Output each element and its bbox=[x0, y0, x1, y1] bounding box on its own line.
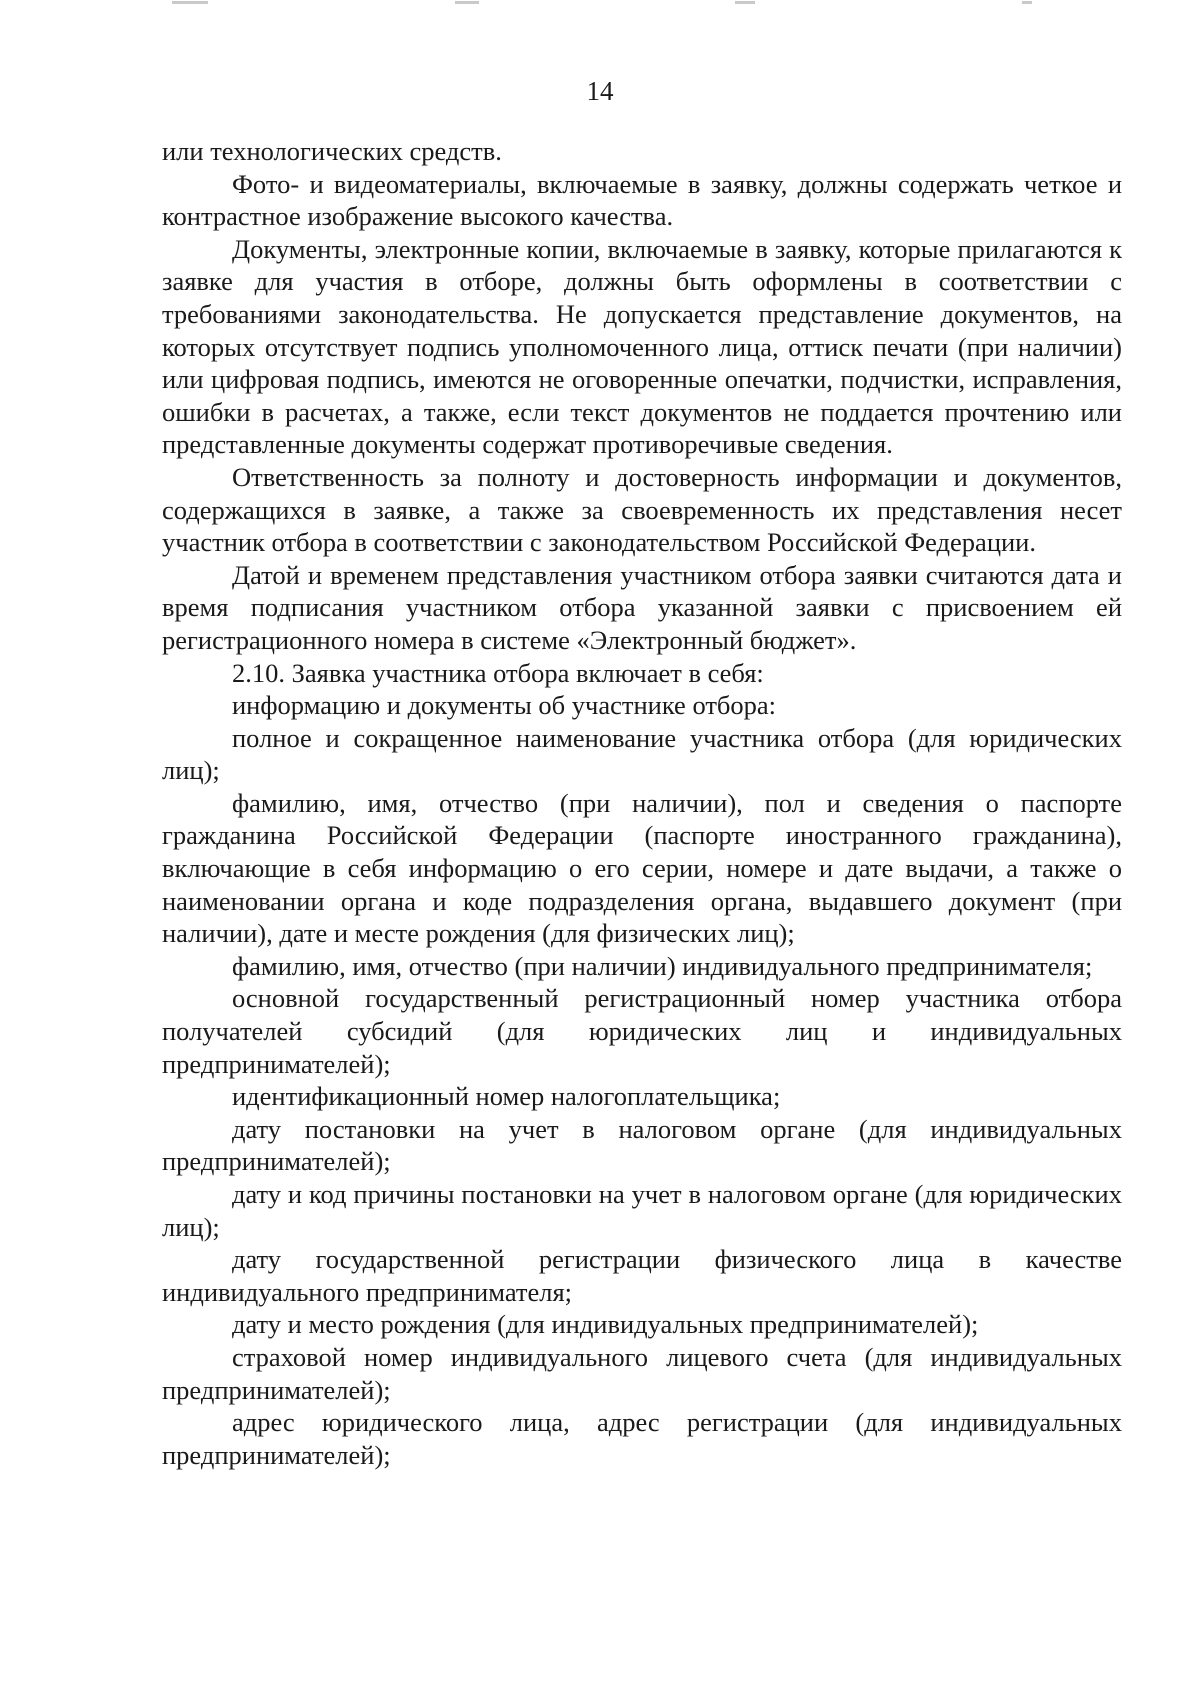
list-item: фамилию, имя, отчество (при наличии), пол и сведения о паспорте гражданина Российской Федерации (паспорте иностранного гражданина), включающие в себя информацию о его серии, номере и дате выдачи, а также о наименовании органа и коде подразделения органа, выдавшего документ (при наличии), дате и месте рождения (для физических лиц); bbox=[162, 787, 1122, 949]
paragraph: Ответственность за полноту и достоверность информации и документов, содержащихся в заявке, а также за своевременность их представления несет участник отбора в соответствии с законодательством Российской Федерации. bbox=[162, 461, 1122, 558]
list-item: основной государственный регистрационный номер участника отбора получателей субсидий (для юридических лиц и индивидуальных предпринимателей); bbox=[162, 983, 1122, 1079]
list-item: дату государственной регистрации физического лица в качестве индивидуального предпринимателя; bbox=[162, 1244, 1122, 1307]
list-item: дату и место рождения (для индивидуальных предпринимателей); bbox=[232, 1309, 979, 1340]
scan-edge-marks bbox=[0, 0, 1200, 8]
list-item: дату постановки на учет в налоговом органе (для индивидуальных предпринимателей); bbox=[162, 1113, 1122, 1177]
paragraph: 2.10. Заявка участника отбора включает в себя: bbox=[232, 657, 764, 688]
page-number: 14 bbox=[586, 76, 614, 106]
paragraph: информацию и документы об участнике отбора: bbox=[232, 690, 777, 721]
list-item: фамилию, имя, отчество (при наличии) индивидуального предпринимателя; bbox=[232, 950, 1093, 981]
paragraph: или технологических средств. bbox=[162, 136, 502, 166]
document-body bbox=[162, 135, 1122, 1471]
paragraph: Документы, электронные копии, включаемые в заявку, которые прилагаются к заявке для участия в отборе, должны быть оформлены в соответствии с требованиями законодательства. Не допускается представление документов, на которых отсутствует подпись уполномоченного лица, оттиск печати (при наличии) или цифровая подпись, имеются не оговоренные опечатки, подчистки, исправления, ошибки в расчетах, а также, если текст документов не поддается прочтению или представленные документы содержат противоречивые сведения. bbox=[162, 233, 1122, 460]
list-item: идентификационный номер налогоплательщика; bbox=[232, 1081, 781, 1112]
list-item: адрес юридического лица, адрес регистрации (для индивидуальных предпринимателей); bbox=[162, 1407, 1122, 1470]
list-item: страховой номер индивидуального лицевого счета (для индивидуальных предпринимателей); bbox=[162, 1341, 1122, 1405]
paragraph: Датой и временем представления участником отбора заявки считаются дата и время подписания участником отбора указанной заявки с присвоением ей регистрационного номера в системе «Электронный бюджет». bbox=[162, 559, 1122, 655]
paragraph: Фото- и видеоматериалы, включаемые в заявку, должны содержать четкое и контрастное изображение высокого качества. bbox=[162, 168, 1122, 232]
list-item: полное и сокращенное наименование участника отбора (для юридических лиц); bbox=[162, 722, 1122, 786]
list-item: дату и код причины постановки на учет в налоговом органе (для юридических лиц); bbox=[162, 1179, 1122, 1242]
